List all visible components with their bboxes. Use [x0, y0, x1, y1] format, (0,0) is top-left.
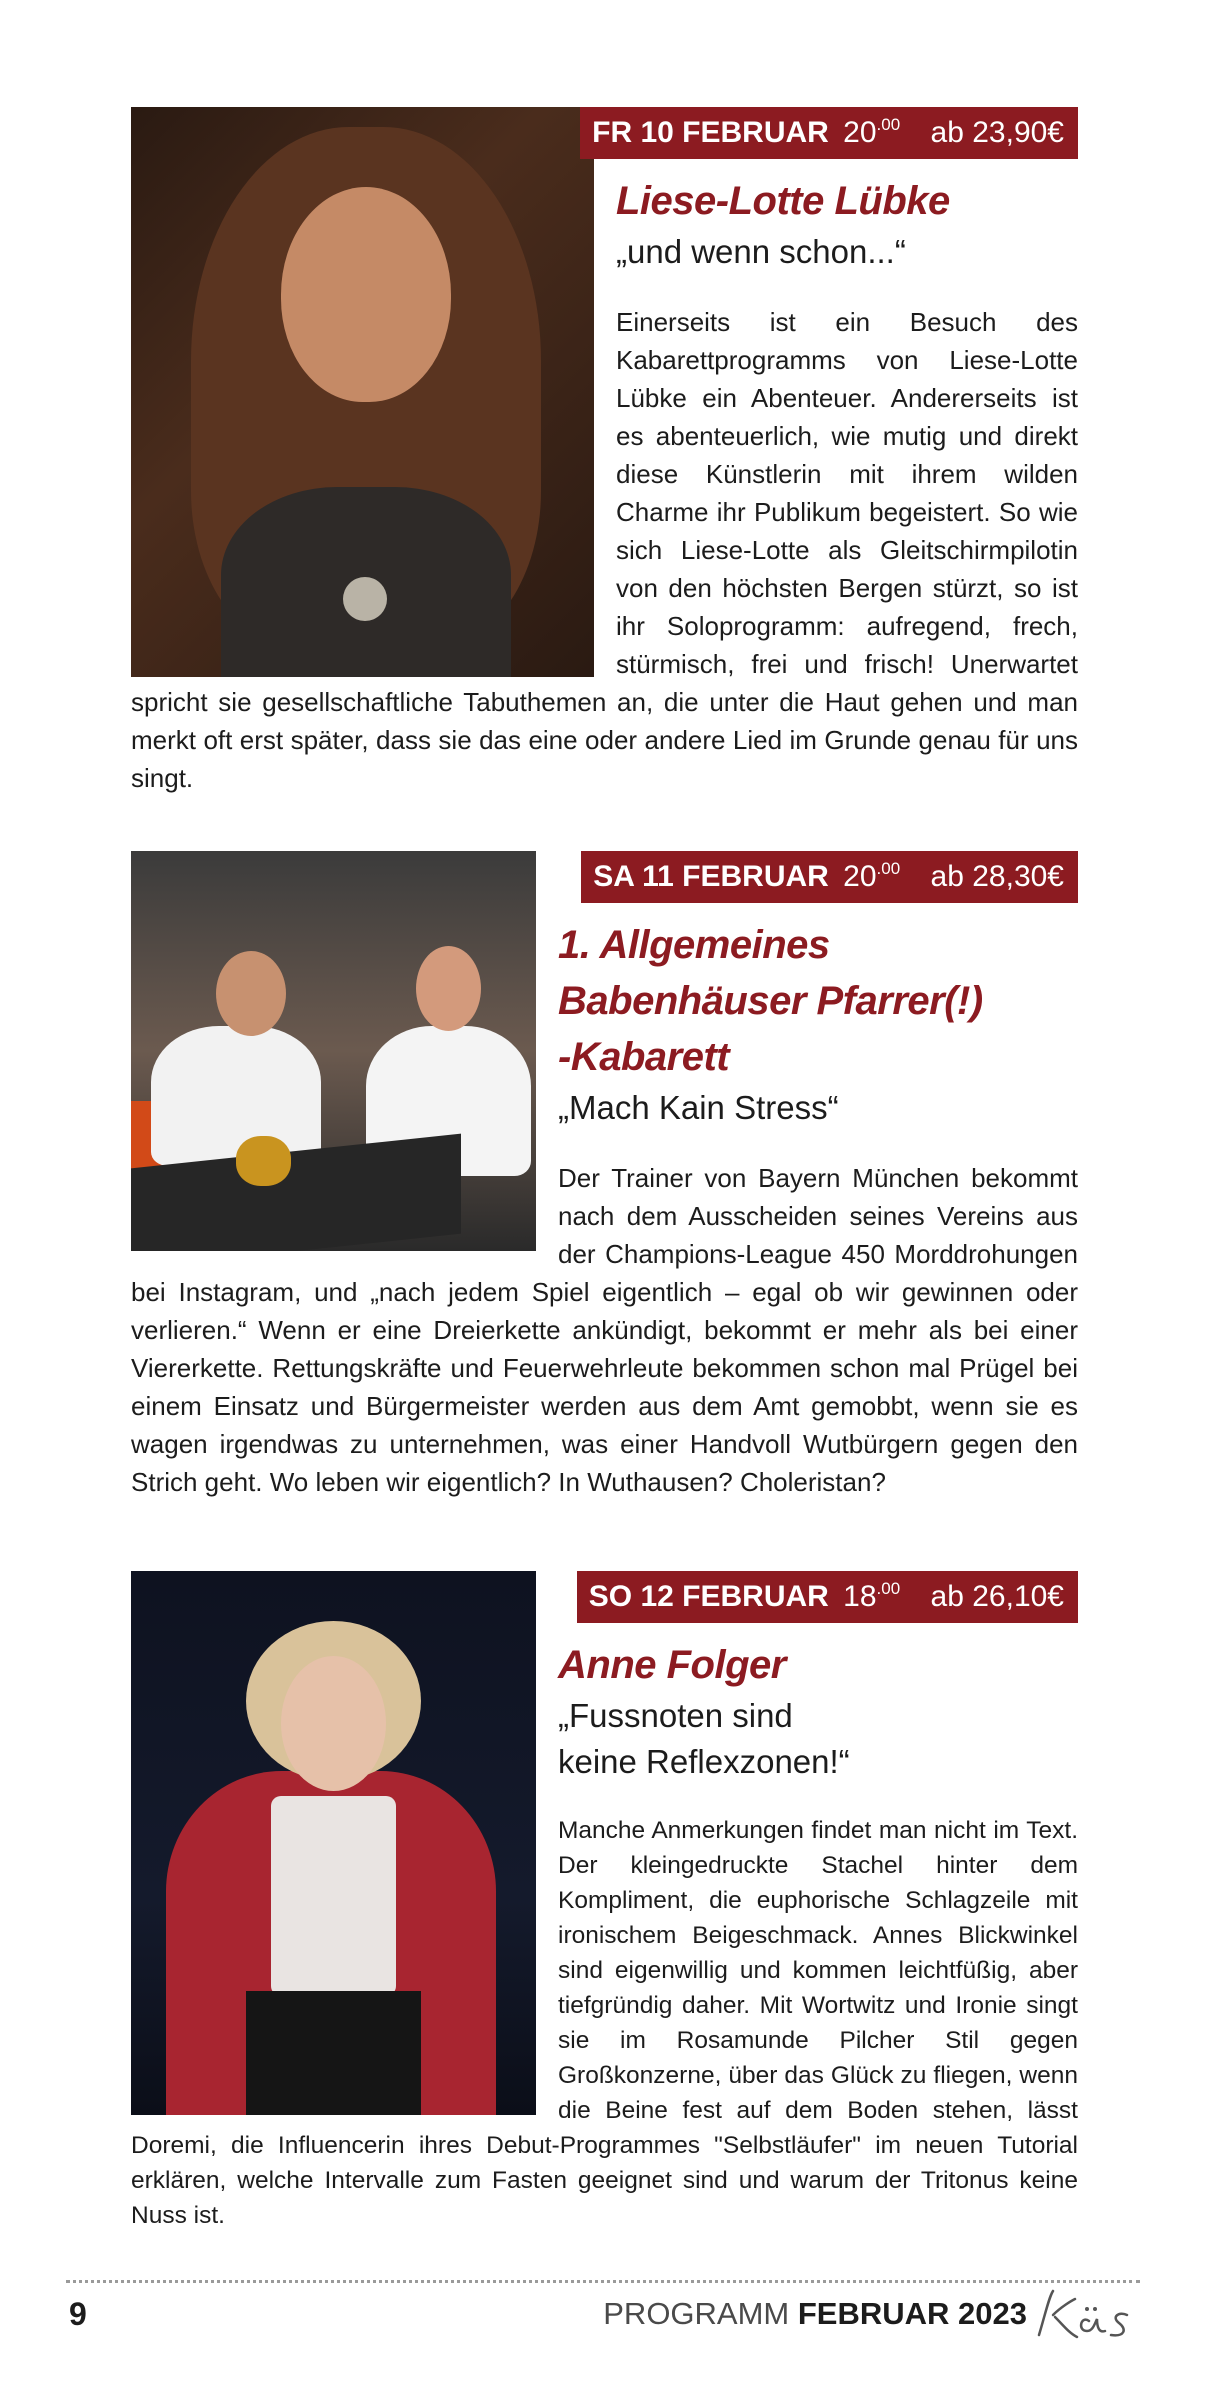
footer-divider [66, 2280, 1140, 2283]
event-price: ab 23,90€ [930, 116, 1064, 149]
event-description: Der Trainer von Bayern München bekommt nach dem Ausscheiden seines Vereins aus der Champions-League 450 Morddrohungen bei Instagram, und „nach jedem Spiel eigentlich – egal ob wir gewinnen oder verlieren.“ Wenn er eine Dreierkette ankündigt, bekommt er mehr als bei einer Viererkette. Rettungskräfte und Feuerwehrleute bekommen schon mal Prügel bei einem Einsatz und Bürgermeister werden aus dem Amt gemobbt, wenn sie es wagen irgendwas zu unternehmen, was einer Handvoll Wutbürgern gegen den Strich geht. Wo leben wir eigentlich? In Wuthausen? Choleristan? [131, 1163, 1078, 1497]
page-number: 9 [69, 2296, 87, 2332]
footer-title: PROGRAMM FEBRUAR 2023 [603, 2296, 1027, 2331]
event-card-pfarrer-kabarett [131, 851, 1078, 1501]
date-price-banner [581, 851, 1078, 903]
performer-photo [131, 107, 594, 677]
event-subtitle: „Fussnoten sind keine Reflexzonen!“ [558, 1697, 850, 1780]
event-subtitle: „und wenn schon...“ [616, 233, 906, 270]
performer-photo [131, 851, 536, 1251]
event-title: Liese-Lotte Lübke [616, 179, 950, 223]
event-description: Manche Anmerkungen findet man nicht im Text. Der kleingedruckte Stachel hinter dem Kompliment, die euphorische Schlagzeile mit ironischem Beigeschmack. Annes Blickwinkel sind eigenwillig und kommen leichtfüßig, aber tiefgründig daher. Mit Wortwitz und Ironie singt sie im Rosamunde Pilcher Stil gegen Großkonzerne, über das Glück zu fliegen, wenn die Beine fest auf dem Boden stehen, lässt Doremi, die Influencerin ihres Debut-Programmes "Selbstläufer" im neuen Tutorial erklären, welche Intervalle zum Fasten geeignet sind und warum der Tritonus keine Nuss ist. [131, 1817, 1078, 2229]
date-price-banner [577, 1571, 1078, 1623]
event-description: Einerseits ist ein Besuch des Kabarettprogramms von Liese-Lotte Lübke ein Abenteuer. Andererseits ist es abenteuerlich, wie mutig und direkt diese Künstlerin mit ihrem wilden Charme ihr Publikum begeistert. So wie sich Liese-Lotte als Gleitschirmpilotin von den höchsten Bergen stürzt, so ist ihr Soloprogramm: aufregend, frech, stürmisch, frei und frisch! Unerwartet spricht sie gesellschaftliche Tabuthemen an, die unter die Haut gehen und man merkt oft erst später, dass sie das eine oder andere Lied im Grunde genau für uns singt. [131, 307, 1078, 793]
event-date: SA 11 FEBRUAR [593, 860, 829, 893]
event-time: $18^{.00}$ [843, 1579, 901, 1613]
performer-photo [131, 1571, 536, 2115]
event-date: SO 12 FEBRUAR [588, 1580, 829, 1613]
event-time: $20^{.00}$ [843, 115, 901, 149]
event-title: 1. Allgemeines Babenhäuser Pfarrer(!) -Kabarett [558, 923, 983, 1079]
event-subtitle: „Mach Kain Stress“ [558, 1089, 839, 1126]
event-title: Anne Folger [558, 1643, 786, 1687]
event-time: $20^{.00}$ [843, 859, 901, 893]
kas-logo [1031, 2285, 1141, 2343]
event-card-anne-folger [131, 1571, 1078, 2233]
event-date: FR 10 FEBRUAR [592, 116, 829, 149]
event-card-liese-lotte [131, 107, 1078, 797]
event-price: ab 26,10€ [930, 1580, 1064, 1613]
date-price-banner [580, 107, 1078, 159]
event-price: ab 28,30€ [930, 860, 1064, 893]
